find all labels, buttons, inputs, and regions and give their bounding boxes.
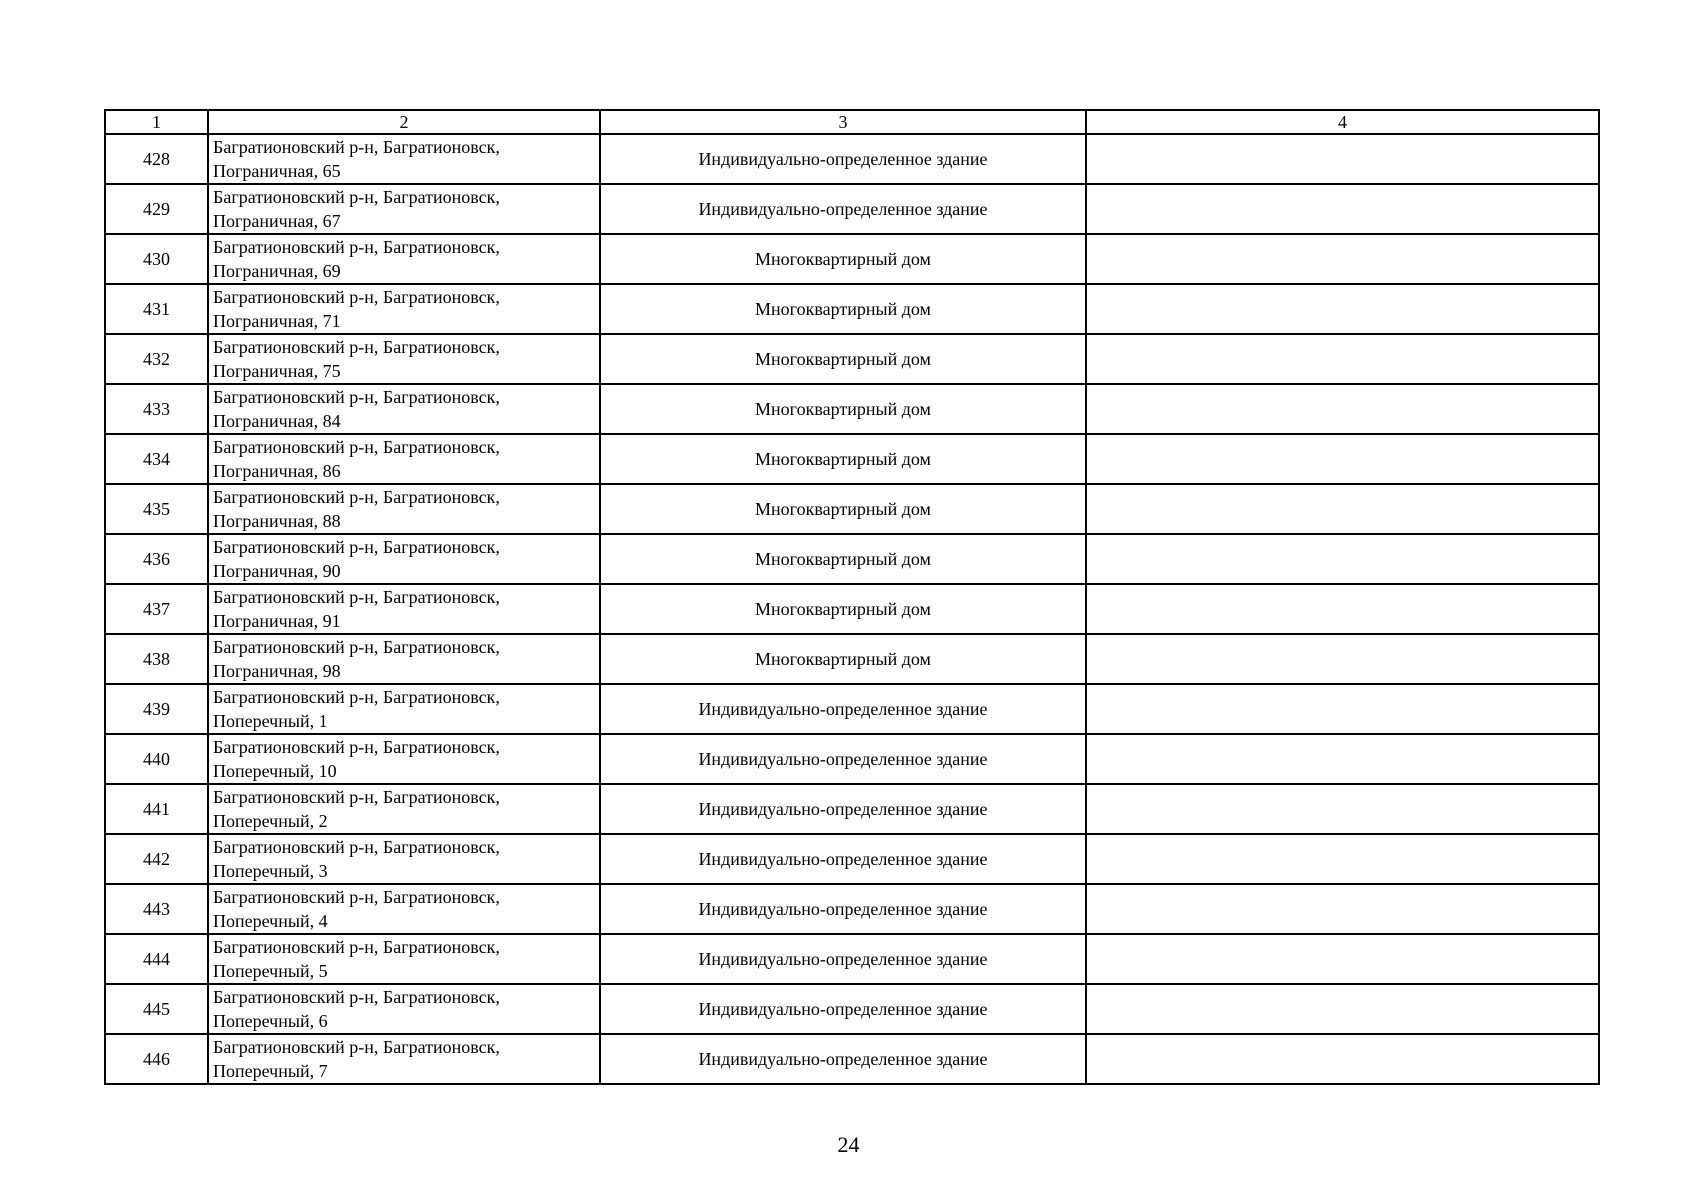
address-cell [208, 584, 600, 634]
building-type: Индивидуально-определенное здание [600, 884, 1086, 934]
address-line-2: Пограничная, 71 [213, 311, 341, 331]
building-type: Индивидуально-определенное здание [600, 684, 1086, 734]
header-col-3: 3 [600, 110, 1086, 134]
row-number: 439 [105, 684, 208, 734]
note-cell [1086, 284, 1599, 334]
address-line-1: Багратионовский р-н, Багратионовск, [213, 337, 500, 357]
note-cell [1086, 234, 1599, 284]
address-line-1: Багратионовский р-н, Багратионовск, [213, 787, 500, 807]
row-number: 432 [105, 334, 208, 384]
address-line-2: Пограничная, 67 [213, 211, 341, 231]
building-type: Многоквартирный дом [600, 634, 1086, 684]
building-type: Индивидуально-определенное здание [600, 134, 1086, 184]
row-number: 431 [105, 284, 208, 334]
note-cell [1086, 884, 1599, 934]
note-cell [1086, 584, 1599, 634]
address-line-2: Пограничная, 84 [213, 411, 341, 431]
table-row [105, 534, 1599, 584]
note-cell [1086, 334, 1599, 384]
building-type: Многоквартирный дом [600, 284, 1086, 334]
address-line-2: Пограничная, 88 [213, 511, 341, 531]
address-cell [208, 234, 600, 284]
table-row [105, 934, 1599, 984]
address-cell [208, 534, 600, 584]
address-line-1: Багратионовский р-н, Багратионовск, [213, 437, 500, 457]
address-line-2: Поперечный, 3 [213, 861, 328, 881]
header-col-1: 1 [105, 110, 208, 134]
table-row [105, 584, 1599, 634]
table-row [105, 284, 1599, 334]
address-cell [208, 784, 600, 834]
row-number: 440 [105, 734, 208, 784]
table-row [105, 334, 1599, 384]
row-number: 429 [105, 184, 208, 234]
building-type: Индивидуально-определенное здание [600, 734, 1086, 784]
row-number: 441 [105, 784, 208, 834]
address-line-1: Багратионовский р-н, Багратионовск, [213, 237, 500, 257]
table-row [105, 984, 1599, 1034]
address-cell [208, 934, 600, 984]
address-line-2: Пограничная, 65 [213, 161, 341, 181]
note-cell [1086, 484, 1599, 534]
note-cell [1086, 634, 1599, 684]
address-cell [208, 1034, 600, 1084]
address-line-1: Багратионовский р-н, Багратионовск, [213, 187, 500, 207]
row-number: 438 [105, 634, 208, 684]
building-type: Многоквартирный дом [600, 584, 1086, 634]
address-cell [208, 684, 600, 734]
note-cell [1086, 984, 1599, 1034]
address-line-1: Багратионовский р-н, Багратионовск, [213, 837, 500, 857]
table-row [105, 634, 1599, 684]
address-line-2: Пограничная, 90 [213, 561, 341, 581]
address-line-1: Багратионовский р-н, Багратионовск, [213, 887, 500, 907]
address-line-1: Багратионовский р-н, Багратионовск, [213, 537, 500, 557]
row-number: 428 [105, 134, 208, 184]
table-row [105, 384, 1599, 434]
note-cell [1086, 384, 1599, 434]
building-type: Многоквартирный дом [600, 384, 1086, 434]
table-row [105, 884, 1599, 934]
address-line-1: Багратионовский р-н, Багратионовск, [213, 387, 500, 407]
row-number: 442 [105, 834, 208, 884]
address-line-1: Багратионовский р-н, Багратионовск, [213, 587, 500, 607]
building-type: Индивидуально-определенное здание [600, 834, 1086, 884]
address-cell [208, 484, 600, 534]
note-cell [1086, 784, 1599, 834]
address-line-2: Пограничная, 75 [213, 361, 341, 381]
page-number: 24 [837, 1132, 860, 1157]
address-cell [208, 634, 600, 684]
table-row [105, 784, 1599, 834]
address-line-2: Пограничная, 86 [213, 461, 341, 481]
table-row [105, 1034, 1599, 1084]
address-line-1: Багратионовский р-н, Багратионовск, [213, 687, 500, 707]
row-number: 443 [105, 884, 208, 934]
address-cell [208, 334, 600, 384]
address-line-2: Пограничная, 69 [213, 261, 341, 281]
building-type: Индивидуально-определенное здание [600, 784, 1086, 834]
header-row [105, 110, 1599, 134]
building-type: Индивидуально-определенное здание [600, 184, 1086, 234]
building-type: Индивидуально-определенное здание [600, 1034, 1086, 1084]
address-line-1: Багратионовский р-н, Багратионовск, [213, 737, 500, 757]
table-row [105, 134, 1599, 184]
note-cell [1086, 434, 1599, 484]
address-cell [208, 884, 600, 934]
address-cell [208, 134, 600, 184]
address-line-1: Багратионовский р-н, Багратионовск, [213, 637, 500, 657]
address-line-2: Поперечный, 2 [213, 811, 328, 831]
address-line-1: Багратионовский р-н, Багратионовск, [213, 487, 500, 507]
note-cell [1086, 734, 1599, 784]
row-number: 435 [105, 484, 208, 534]
address-line-1: Багратионовский р-н, Багратионовск, [213, 287, 500, 307]
address-line-1: Багратионовский р-н, Багратионовск, [213, 1037, 500, 1057]
address-line-1: Багратионовский р-н, Багратионовск, [213, 987, 500, 1007]
row-number: 430 [105, 234, 208, 284]
row-number: 444 [105, 934, 208, 984]
table-row [105, 834, 1599, 884]
note-cell [1086, 834, 1599, 884]
address-line-2: Поперечный, 10 [213, 761, 337, 781]
address-line-1: Багратионовский р-н, Багратионовск, [213, 137, 500, 157]
table-row [105, 184, 1599, 234]
row-number: 434 [105, 434, 208, 484]
address-line-2: Поперечный, 1 [213, 711, 328, 731]
building-type: Многоквартирный дом [600, 484, 1086, 534]
note-cell [1086, 684, 1599, 734]
address-line-2: Поперечный, 4 [213, 911, 328, 931]
building-type: Индивидуально-определенное здание [600, 984, 1086, 1034]
address-line-2: Поперечный, 7 [213, 1061, 328, 1081]
table-row [105, 684, 1599, 734]
building-type: Многоквартирный дом [600, 234, 1086, 284]
address-cell [208, 834, 600, 884]
address-cell [208, 984, 600, 1034]
table-row [105, 234, 1599, 284]
address-cell [208, 734, 600, 784]
address-line-2: Пограничная, 98 [213, 661, 341, 681]
address-cell [208, 384, 600, 434]
note-cell [1086, 934, 1599, 984]
address-cell [208, 434, 600, 484]
row-number: 433 [105, 384, 208, 434]
table-row [105, 484, 1599, 534]
address-line-2: Пограничная, 91 [213, 611, 341, 631]
address-cell [208, 284, 600, 334]
note-cell [1086, 134, 1599, 184]
building-type: Многоквартирный дом [600, 334, 1086, 384]
header-col-4: 4 [1086, 110, 1599, 134]
note-cell [1086, 184, 1599, 234]
building-type: Многоквартирный дом [600, 434, 1086, 484]
building-type: Индивидуально-определенное здание [600, 934, 1086, 984]
row-number: 437 [105, 584, 208, 634]
note-cell [1086, 1034, 1599, 1084]
header-col-2: 2 [208, 110, 600, 134]
row-number: 446 [105, 1034, 208, 1084]
row-number: 445 [105, 984, 208, 1034]
row-number: 436 [105, 534, 208, 584]
address-line-2: Поперечный, 5 [213, 961, 328, 981]
address-cell [208, 184, 600, 234]
table-body [105, 134, 1599, 1084]
table-header [105, 110, 1599, 134]
address-line-1: Багратионовский р-н, Багратионовск, [213, 937, 500, 957]
note-cell [1086, 534, 1599, 584]
table-row [105, 734, 1599, 784]
address-line-2: Поперечный, 6 [213, 1011, 328, 1031]
table-row [105, 434, 1599, 484]
buildings-table [104, 109, 1600, 1085]
building-type: Многоквартирный дом [600, 534, 1086, 584]
